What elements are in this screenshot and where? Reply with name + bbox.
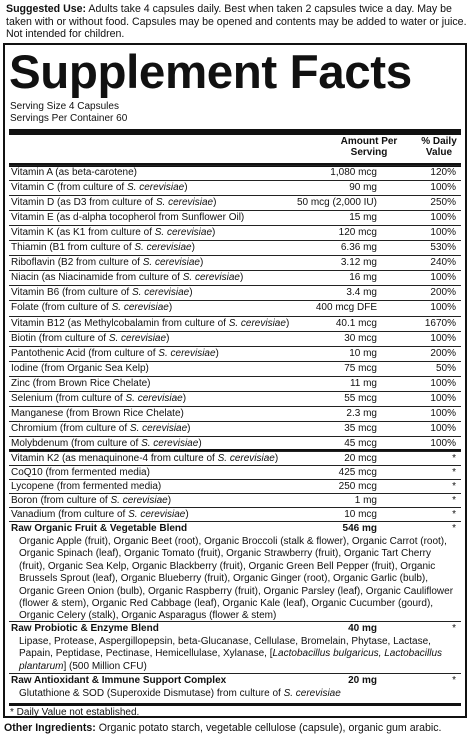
vitamin-row — [9, 346, 461, 360]
column-header-amount: Amount Per Serving — [340, 136, 398, 158]
nutrient-daily-value: 50% — [435, 362, 456, 374]
serving-info — [10, 101, 127, 125]
other-nutrient-row — [9, 507, 461, 521]
nutrient-amount: 11 mg — [349, 377, 377, 389]
nutrient-amount: 45 mcg — [344, 437, 377, 449]
nutrient-name: Biotin (from culture of S. cerevisiae) — [11, 332, 170, 344]
nutrient-amount: 6.36 mg — [340, 242, 377, 254]
nutrient-amount: 400 mcg DFE — [315, 302, 377, 314]
panel-title: Supplement Facts — [9, 46, 412, 99]
nutrient-amount: 3.12 mg — [340, 257, 377, 269]
nutrient-amount: 55 mcg — [344, 392, 377, 404]
nutrient-daily-value: 100% — [430, 227, 456, 239]
nutrient-daily-value: * — [452, 481, 456, 493]
servings-per-container: Servings Per Container 60 — [10, 113, 128, 124]
blend-ingredients-fruit-vegetable: Organic Apple (fruit), Organic Beet (root), Organic Broccoli (stalk & flower), Organic Carrot (root), Organic Spinach (leaf), Organic Tomato (fruit), Organic Strawberry (fruit), Organic Tart Cherry (fruit), Organic Sea Kelp, Organic Blackberry (fruit), Organic Green Bell Pepper (fruit), Organic Brussels Sprout (leaf), Organic Blueberry (fruit), Organic Ginger (root), Organic Garlic (bulb), Organic Green Onion (bulb), Organic Raspberry (fruit), Organic Parsley (leaf), Organic Cauliflower (flower & stem), Organic Red Cabbage (leaf), Organic Kale (leaf), Organic Cucumber (gourd), Organic Celery (stalk), Organic Asparagus (flower & stem) — [19, 536, 454, 622]
nutrient-daily-value: 200% — [430, 347, 456, 359]
nutrient-daily-value: 100% — [430, 377, 456, 389]
serving-size: Serving Size 4 Capsules — [10, 101, 119, 112]
nutrient-name: Vitamin E (as d-alpha tocopherol from Sunflower Oil) — [11, 212, 245, 224]
vitamin-row — [9, 210, 461, 224]
nutrient-amount: 250 mcg — [338, 481, 377, 493]
other-nutrient-row — [9, 465, 461, 479]
vitamin-row — [9, 195, 461, 209]
nutrient-amount: 3.4 mg — [346, 287, 377, 299]
nutrient-amount: 15 mg — [349, 212, 377, 224]
nutrient-daily-value: * — [452, 453, 456, 464]
nutrient-amount: 10 mcg — [344, 509, 377, 521]
nutrient-daily-value: * — [452, 495, 456, 507]
nutrient-amount: 30 mcg — [344, 332, 377, 344]
nutrient-daily-value: 100% — [430, 302, 456, 314]
nutrient-name: Vitamin A (as beta-carotene) — [11, 167, 137, 178]
other-ingredients — [4, 722, 442, 735]
nutrient-daily-value: 100% — [430, 437, 456, 449]
vitamin-row — [9, 225, 461, 239]
nutrient-name: Folate (from culture of S. cerevisiae) — [11, 302, 173, 314]
nutrient-name: Vanadium (from culture of S. cerevisiae) — [11, 509, 189, 521]
nutrient-daily-value: 100% — [430, 182, 456, 194]
nutrient-amount: 40.1 mcg — [335, 317, 377, 329]
suggested-use-text: Adults take 4 capsules daily. Best when taken 2 capsules twice a day. May be taken with or without food. Capsules may be opened and contents may be added to water or juice. Not intended for children. — [6, 3, 467, 41]
nutrient-daily-value: 200% — [430, 287, 456, 299]
other-nutrient-row — [9, 493, 461, 507]
footer-divider — [9, 703, 461, 706]
nutrient-name: Riboflavin (B2 from culture of S. cerevisiae) — [11, 257, 204, 269]
other-nutrient-row — [9, 479, 461, 493]
nutrient-name: Lycopene (from fermented media) — [11, 481, 162, 493]
nutrient-name: Iodine (from Organic Sea Kelp) — [11, 362, 149, 374]
nutrient-amount: 10 mg — [349, 347, 377, 359]
nutrient-name: Vitamin D (as D3 from culture of S. cerevisiae) — [11, 197, 217, 209]
nutrient-amount: 50 mcg (2,000 IU) — [296, 197, 377, 209]
nutrient-amount: 90 mg — [349, 182, 377, 194]
vitamin-row — [9, 285, 461, 299]
nutrient-name: Vitamin C (from culture of S. cerevisiae) — [11, 182, 188, 194]
vitamin-row — [9, 180, 461, 194]
suggested-use-label: Suggested Use: — [6, 3, 87, 15]
vitamin-row — [9, 361, 461, 375]
nutrient-daily-value: 100% — [430, 407, 456, 419]
vitamin-row — [9, 376, 461, 390]
nutrient-daily-value: 100% — [430, 272, 456, 284]
nutrient-amount: 1,080 mcg — [330, 167, 377, 178]
nutrient-daily-value: 100% — [430, 422, 456, 434]
vitamin-row — [9, 255, 461, 269]
nutrient-amount: 1 mg — [354, 495, 377, 507]
vitamin-row — [9, 240, 461, 254]
vitamin-row — [9, 300, 461, 314]
vitamin-row — [9, 316, 461, 330]
other-ingredients-label: Other Ingredients: — [4, 722, 96, 734]
vitamin-row — [9, 331, 461, 345]
nutrient-daily-value: 100% — [430, 392, 456, 404]
blend-row-fruit-vegetable: Raw Organic Fruit & Vegetable Blend 546 mg * — [9, 521, 461, 535]
blend-row-antioxidant: Raw Antioxidant & Immune Support Complex 20 mg * — [9, 673, 461, 687]
nutrient-daily-value: * — [452, 509, 456, 521]
other-ingredients-text: Organic potato starch, vegetable cellulose (capsule), organic gum arabic. — [95, 722, 442, 734]
nutrient-amount: 35 mcg — [344, 422, 377, 434]
vitamin-row — [9, 406, 461, 420]
nutrient-name: Chromium (from culture of S. cerevisiae) — [11, 422, 191, 434]
supplement-facts-panel — [3, 43, 467, 718]
nutrient-name: Manganese (from Brown Rice Chelate) — [11, 407, 184, 419]
nutrient-name: Vitamin K (as K1 from culture of S. cerevisiae) — [11, 227, 216, 239]
vitamin-row — [9, 436, 461, 450]
nutrient-daily-value: 240% — [430, 257, 456, 269]
nutrient-amount: 2.3 mg — [346, 407, 377, 419]
nutrient-daily-value: 120% — [430, 167, 456, 178]
nutrient-name: Vitamin B12 (as Methylcobalamin from culture of S. cerevisiae) — [11, 317, 290, 329]
blend-ingredients-antioxidant: Glutathione & SOD (Superoxide Dismutase) from culture of S. cerevisiae — [19, 688, 341, 699]
thick-divider — [9, 129, 461, 135]
vitamin-row — [9, 421, 461, 435]
nutrient-amount: 75 mcg — [344, 362, 377, 374]
vitamin-row — [9, 165, 461, 179]
nutrient-amount: 16 mg — [349, 272, 377, 284]
nutrient-daily-value: 100% — [430, 212, 456, 224]
nutrient-name: Pantothenic Acid (from culture of S. cerevisiae) — [11, 347, 219, 359]
nutrient-name: Selenium (from culture of S. cerevisiae) — [11, 392, 187, 404]
nutrient-amount: 425 mcg — [338, 467, 377, 479]
nutrient-name: Niacin (as Niacinamide from culture of S. cerevisiae) — [11, 272, 244, 284]
vitamin-row — [9, 270, 461, 284]
blend-ingredients-probiotic-enzyme: Lipase, Protease, Aspergillopepsin, beta-Glucanase, Cellulase, Bromelain, Phytase, Lactase, Papain, Peptidase, Pectinase, Hemicellulase, Xylanase, [Lactobacillus bulgaricus, Lactobacillus plantarum] (500 Million CFU) — [19, 636, 443, 672]
nutrient-name: Zinc (from Brown Rice Chelate) — [11, 377, 151, 389]
nutrient-name: CoQ10 (from fermented media) — [11, 467, 150, 479]
daily-value-footnote: * Daily Value not established. — [10, 707, 140, 718]
nutrient-name: Thiamin (B1 from culture of S. cerevisiae) — [11, 242, 195, 254]
nutrient-name: Vitamin B6 (from culture of S. cerevisiae) — [11, 287, 193, 299]
other-nutrient-row — [9, 451, 461, 465]
nutrient-amount: 120 mcg — [338, 227, 377, 239]
nutrient-daily-value: * — [452, 467, 456, 479]
nutrient-amount: 20 mcg — [344, 453, 377, 464]
nutrient-name: Molybdenum (from culture of S. cerevisiae) — [11, 437, 202, 449]
suggested-use — [6, 3, 468, 41]
vitamin-row — [9, 391, 461, 405]
nutrient-daily-value: 250% — [430, 197, 456, 209]
nutrient-daily-value: 100% — [430, 332, 456, 344]
nutrient-name: Boron (from culture of S. cerevisiae) — [11, 495, 172, 507]
blend-row-probiotic-enzyme: Raw Probiotic & Enzyme Blend 40 mg * — [9, 621, 461, 635]
nutrient-daily-value: 1670% — [424, 317, 456, 329]
column-header-daily-value: % Daily Value — [421, 136, 457, 158]
nutrient-daily-value: 530% — [430, 242, 456, 254]
nutrient-name: Vitamin K2 (as menaquinone-4 from culture of S. cerevisiae) — [11, 453, 279, 464]
